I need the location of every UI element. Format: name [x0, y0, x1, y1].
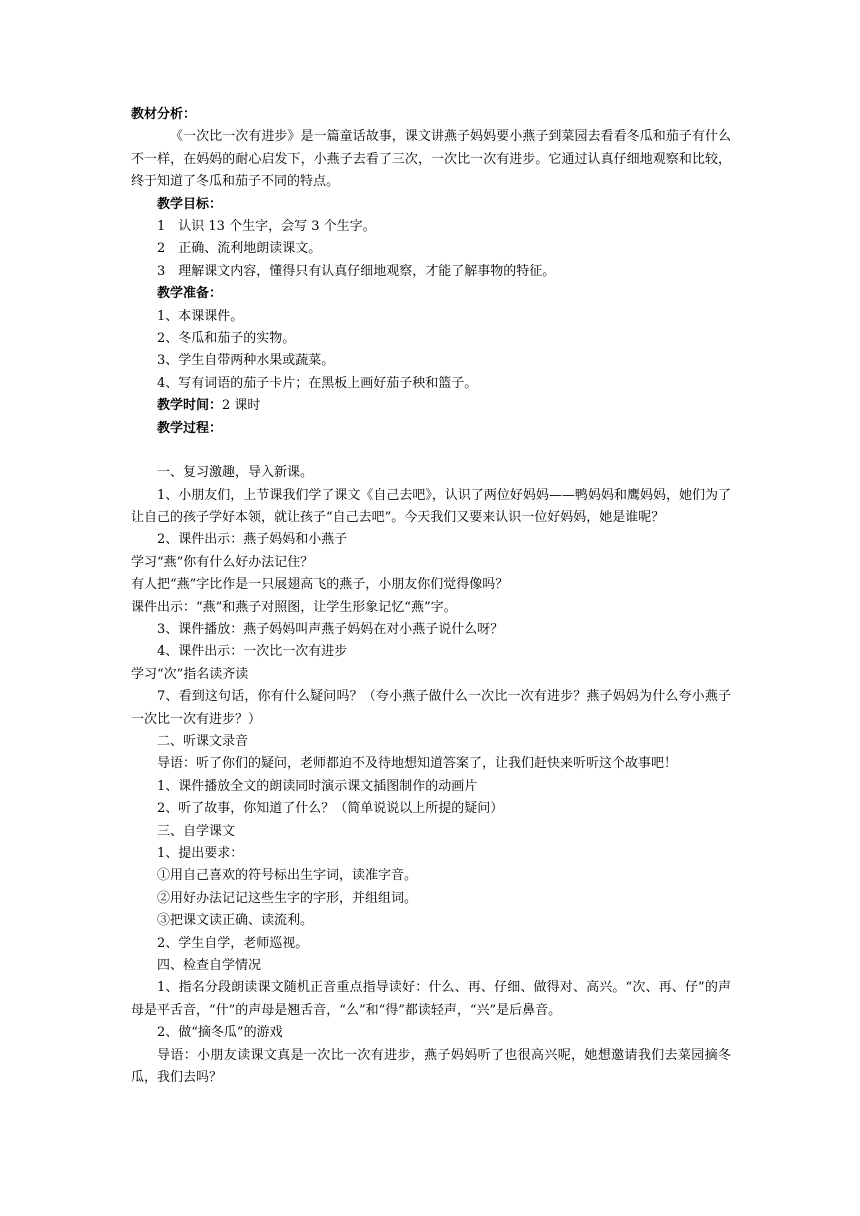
paragraph: 4、课件出示：一次比一次有进步 — [157, 644, 348, 660]
heading-process: 教学过程： — [157, 420, 223, 436]
teaching-time-value: 2 课时 — [222, 398, 261, 414]
paragraph: 7、看到这句话，你有什么疑问吗？（夸小燕子做什么一次比一次有进步？燕子妈妈为什么夸小燕子一次比一次有进步？） — [131, 689, 731, 727]
paragraph: 2、课件出示：燕子妈妈和小燕子 — [157, 532, 348, 548]
paragraph: 2、学生自学，老师巡视。 — [157, 935, 309, 951]
goal-item: 3 理解课文内容，懂得只有认真仔细地观察，才能了解事物的特征。 — [157, 263, 556, 279]
section-title: 一、复习激趣，导入新课。 — [157, 465, 314, 481]
paragraph: 1、课件播放全文的朗读同时演示课文插图制作的动画片 — [157, 778, 478, 794]
blank-line — [131, 440, 731, 462]
section-title: 四、检查自学情况 — [157, 958, 262, 974]
paragraph: 课件出示：“燕”和燕子对照图，让学生形象记忆“燕”字。 — [131, 599, 457, 615]
paragraph: 导语：听了你们的疑问，老师都迫不及待地想知道答案了，让我们赶快来听听这个故事吧！ — [157, 756, 678, 772]
paragraph: 学习“燕”你有什么好办法记住？ — [131, 554, 314, 570]
prep-item: 1、本课课件。 — [157, 308, 244, 324]
paragraph: 1、提出要求： — [157, 846, 244, 861]
prep-item: 2、冬瓜和茄子的实物。 — [157, 331, 296, 347]
teaching-time-label: 教学时间： — [157, 398, 223, 414]
goal-item: 1 认识 13 个生字，会写 3 个生字。 — [157, 219, 376, 235]
paragraph: 3、课件播放：燕子妈妈叫声燕子妈妈在对小燕子说什么呀？ — [157, 621, 504, 637]
paragraph: 1、指名分段朗读课文随机正音重点指导读好：什么、再、仔细、做得对、高兴。“次、再、仔”的声母是平舌音，“什”的声母是翘舌音，“么”和“得”都读轻声，“兴”是后鼻音。 — [131, 980, 731, 1018]
paragraph: 有人把“燕”字比作是一只展翅高飞的燕子，小朋友你们觉得像吗？ — [131, 577, 509, 593]
paragraph: 2、做“摘冬瓜”的游戏 — [157, 1025, 283, 1041]
paragraph: 2、听了故事，你知道了什么？（简单说说以上所提的疑问） — [157, 801, 504, 817]
prep-item: 4、写有词语的茄子卡片；在黑板上画好茄子秧和篮子。 — [157, 375, 478, 391]
goal-item: 2 正确、流利地朗读课文。 — [157, 241, 322, 257]
paragraph: ③把课文读正确、读流利。 — [157, 913, 314, 929]
teaching-time — [131, 395, 731, 417]
heading-prep: 教学准备： — [157, 286, 223, 302]
heading-goals: 教学目标： — [157, 196, 223, 212]
paragraph: 导语：小朋友读课文真是一次比一次有进步，燕子妈妈听了也很高兴呢，她想邀请我们去菜园摘冬瓜，我们去吗？ — [131, 1047, 731, 1086]
document-body — [131, 104, 731, 1089]
paragraph: 学习“次”指名读齐读 — [131, 666, 249, 682]
paragraph: ①用自己喜欢的符号标出生字词，读准字音。 — [157, 868, 418, 884]
section-title: 二、听课文录音 — [157, 733, 249, 749]
section-title: 三、自学课文 — [157, 823, 236, 839]
prep-item: 3、学生自带两种水果或蔬菜。 — [157, 353, 335, 369]
paragraph: 1、小朋友们，上节课我们学了课文《自己去吧》，认识了两位好妈妈——鸭妈妈和鹰妈妈，她们为了让自己的孩子学好本领，就让孩子“自己去吧”。今天我们又要来认识一位好妈妈，她是谁呢？ — [131, 487, 731, 525]
heading-analysis: 教材分析： — [131, 107, 197, 122]
analysis-paragraph: 《一次比一次有进步》是一篇童话故事，课文讲燕子妈妈要小燕子到菜园去看看冬瓜和茄子有什么不一样，在妈妈的耐心启发下，小燕子去看了三次，一次比一次有进步。它通过认真仔细地观察和比较，终于知道了冬瓜和茄子不同的特点。 — [131, 129, 731, 190]
paragraph: ②用好办法记记这些生字的字形，并组组词。 — [157, 890, 418, 906]
